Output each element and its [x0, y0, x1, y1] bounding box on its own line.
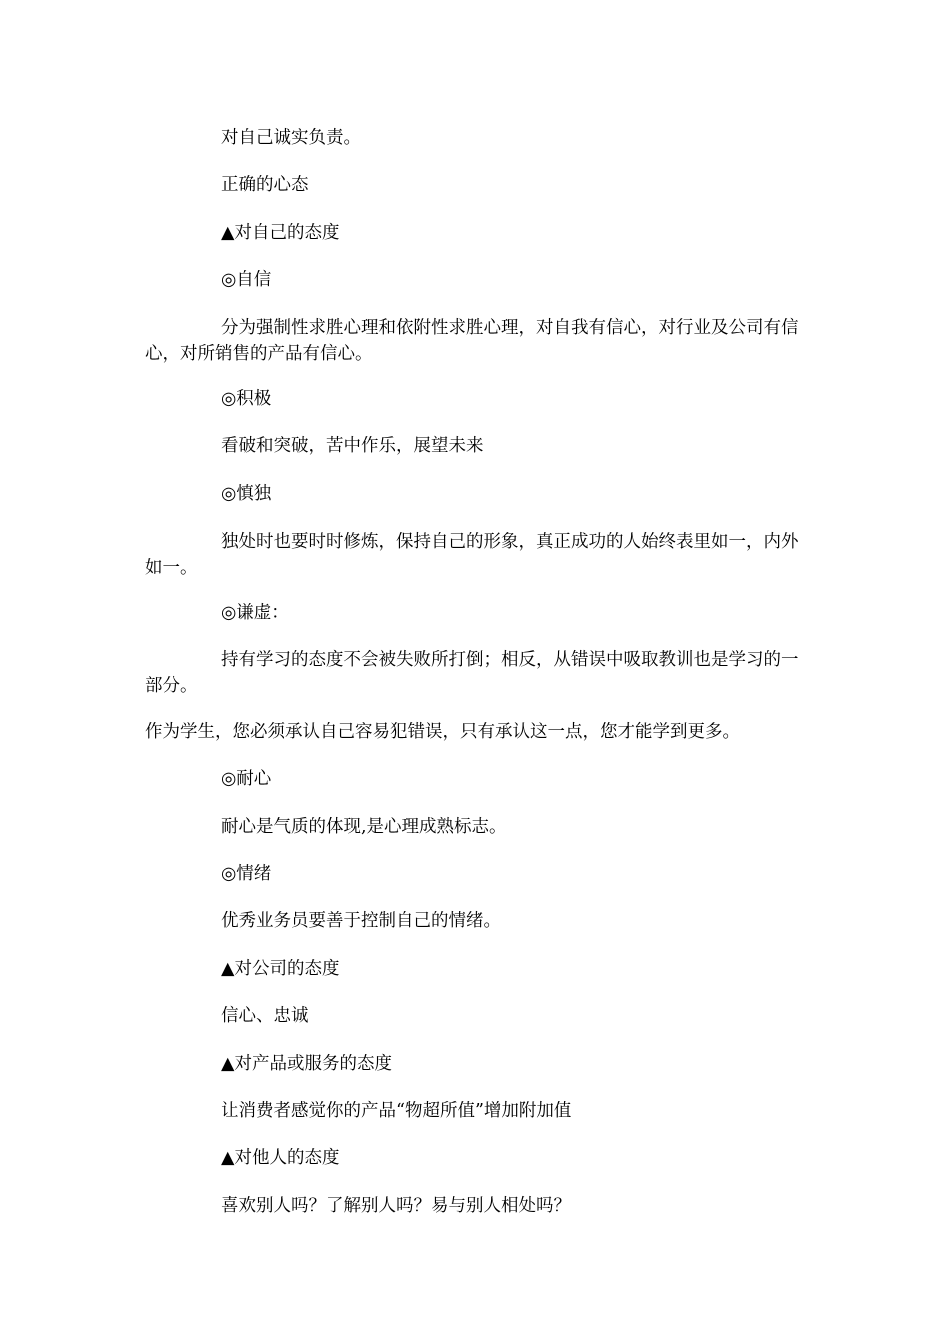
paragraph-product: 让消费者感觉你的产品“物超所值”增加附加值: [221, 1101, 572, 1121]
subheading-modesty: ◎谦虚：: [221, 603, 289, 623]
paragraph-honesty: 对自己诚实负责。: [221, 128, 361, 148]
paragraph-company: 信心、忠诚: [221, 1006, 309, 1026]
paragraph-self-discipline: 独处时也要时时修炼，保持自己的形象，真正成功的人始终表里如一，内外如一。: [145, 532, 799, 578]
subheading-confidence: ◎自信: [221, 270, 272, 290]
paragraph-student: 作为学生，您必须承认自己容易犯错误，只有承认这一点，您才能学到更多。: [145, 722, 740, 742]
heading-correct-mindset: 正确的心态: [221, 175, 309, 195]
paragraph-emotion: 优秀业务员要善于控制自己的情绪。: [221, 911, 501, 931]
heading-attitude-others: ▲对他人的态度: [221, 1148, 340, 1168]
heading-attitude-product: ▲对产品或服务的态度: [221, 1054, 392, 1074]
paragraph-others: 喜欢别人吗？了解别人吗？易与别人相处吗？: [221, 1196, 571, 1216]
subheading-positive: ◎积极: [221, 389, 272, 409]
heading-attitude-company: ▲对公司的态度: [221, 959, 340, 979]
subheading-patience: ◎耐心: [221, 769, 272, 789]
subheading-self-discipline: ◎慎独: [221, 484, 272, 504]
subheading-emotion: ◎情绪: [221, 864, 272, 884]
heading-attitude-self: ▲对自己的态度: [221, 223, 340, 243]
paragraph-positive: 看破和突破，苦中作乐，展望未来: [221, 436, 484, 456]
paragraph-modesty: 持有学习的态度不会被失败所打倒；相反，从错误中吸取教训也是学习的一部分。: [145, 650, 799, 696]
paragraph-confidence: 分为强制性求胜心理和依附性求胜心理，对自我有信心，对行业及公司有信心，对所销售的产品有信心。: [145, 318, 799, 364]
paragraph-patience: 耐心是气质的体现,是心理成熟标志。: [221, 817, 507, 837]
